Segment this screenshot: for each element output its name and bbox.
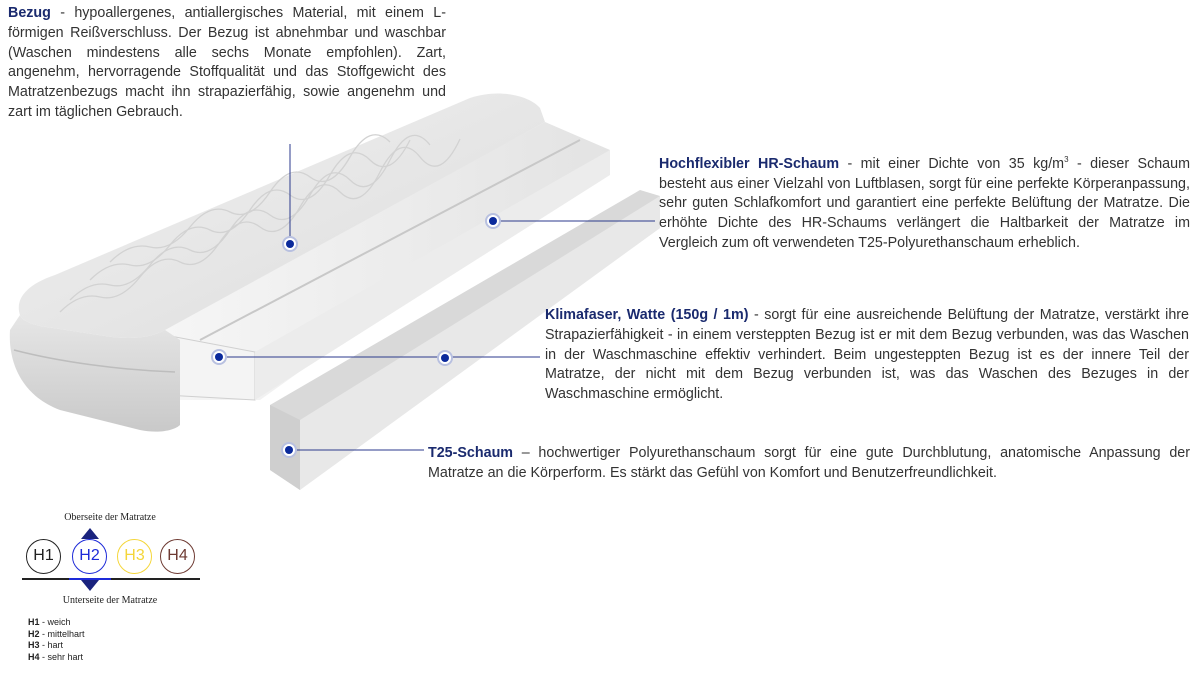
bezug-text: - hypoallergenes, antiallergisches Material, mit einem L-förmigen Reißverschluss. Der Bezug ist abnehmbar und waschbar (Waschen mindestens alle sechs Monate empfohlen). Zart, angenehm, hervorragende Stoffqualität und das Stoffgewicht des Matratzenbezugs macht ihn strapazierfähig, sowie angenehm und zart im täglichen Gebrauch. xyxy=(8,5,446,120)
callout-marker-hr-schaum[interactable] xyxy=(486,214,500,228)
key-code: H4 xyxy=(28,651,40,662)
legend-top-caption: Oberseite der Matratze xyxy=(64,512,156,523)
legend-divider xyxy=(22,578,200,580)
hardness-circle-h2[interactable]: H2 xyxy=(72,539,107,574)
hr-schaum-description xyxy=(659,150,1190,254)
key-code: H3 xyxy=(28,640,40,650)
hardness-circle-h1[interactable]: H1 xyxy=(26,539,61,574)
arrow-down-icon xyxy=(81,580,99,591)
hardness-key xyxy=(28,617,85,663)
key-code: H1 xyxy=(28,617,40,627)
key-item xyxy=(28,629,85,641)
klimafaser-description xyxy=(545,306,1189,405)
callout-marker-t25[interactable] xyxy=(282,443,296,457)
key-item xyxy=(28,652,85,664)
key-code: H2 xyxy=(28,628,40,639)
hr-schaum-title: Hochflexibler HR-Schaum xyxy=(659,155,840,172)
callout-marker-bezug[interactable] xyxy=(283,237,297,251)
t25-description xyxy=(428,444,1190,484)
arrow-up-icon xyxy=(81,528,99,539)
key-label: - mittelhart xyxy=(39,628,85,639)
hardness-circle-h3[interactable]: H3 xyxy=(117,539,152,574)
key-label: - hart xyxy=(39,640,64,650)
hr-schaum-sup: 3 xyxy=(1064,155,1069,164)
bezug-title: Bezug xyxy=(8,5,51,21)
hr-schaum-text-2: - dieser Schaum besteht aus einer Vielzahl von Luftblasen, sorgt für eine perfekte Körperanpassung, sehr guten Schlafkomfort und garantiert eine perfekte Belüftung der Matratze. Die erhöhte Dichte des HR-Schaums verlängert die Haltbarkeit der Matratze im Vergleich zum oft verwendeten T25-Polyurethanschaum erheblich. xyxy=(659,155,1190,251)
legend-bottom-caption: Unterseite der Matratze xyxy=(62,595,158,606)
hardness-circle-h4[interactable]: H4 xyxy=(160,539,195,574)
key-item xyxy=(28,640,85,652)
callout-marker-klimafaser-left[interactable] xyxy=(212,350,226,364)
key-item xyxy=(28,617,85,629)
key-label: - sehr hart xyxy=(39,651,84,662)
bezug-description xyxy=(8,4,446,123)
t25-text: – hochwertiger Polyurethanschaum sorgt für eine gute Durchblutung, anatomische Anpassung der Matratze an die Körperform. Es stärkt das Gefühl von Komfort und Benutzerfreundlichkeit. xyxy=(428,445,1190,481)
key-label: - weich xyxy=(39,617,71,627)
hr-schaum-text-1: - mit einer Dichte von 35 kg/m xyxy=(839,155,1065,172)
t25-title: T25-Schaum xyxy=(428,445,514,461)
klimafaser-title: Klimafaser, Watte (150g / 1m) xyxy=(545,307,749,323)
callout-marker-klimafaser-right[interactable] xyxy=(438,351,452,365)
klimafaser-text: - sorgt für eine ausreichende Belüftung der Matratze, verstärkt ihre Strapazierfähigkeit - in einem versteppten Bezug ist er mit dem Bezug verbunden, was das Waschen in der Waschmaschine effektiv verhindert. Beim ungesteppten Bezug ist es der innere Teil der Matratze, der nicht mit dem Bezug verbunden ist, was das Waschen des Bezuges in der Waschmaschine ermöglicht. xyxy=(545,307,1189,403)
